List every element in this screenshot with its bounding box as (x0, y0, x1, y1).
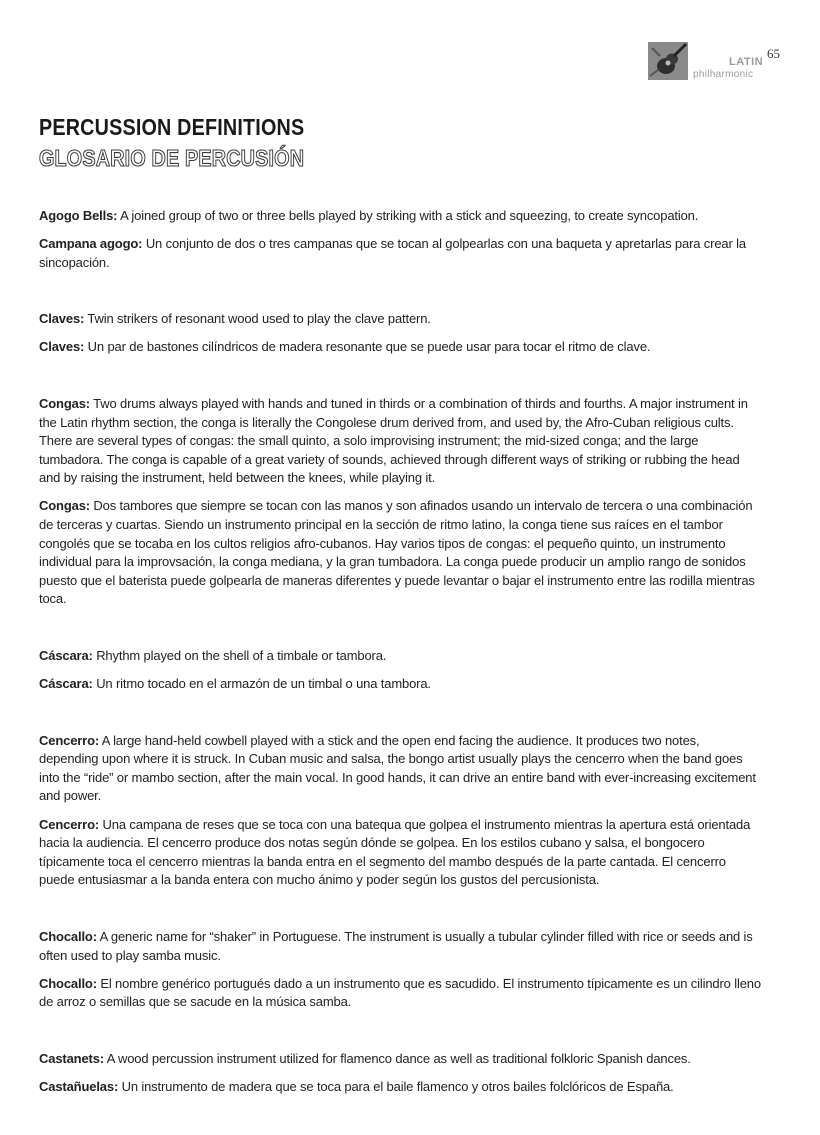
definition-spanish (39, 235, 761, 272)
term-spanish: Chocallo: (39, 975, 97, 991)
page-number: 65 (767, 46, 780, 61)
definition-entry (39, 647, 761, 694)
definition-entry (39, 310, 761, 357)
term-english: Congas: (39, 395, 90, 411)
latin-philharmonic-logo (645, 40, 765, 84)
definition-entry (39, 1050, 761, 1097)
definition-english (39, 207, 761, 226)
definition-entry (39, 928, 761, 1012)
guitar-logo-icon (648, 42, 688, 80)
definition-text-english: Twin strikers of resonant wood used to play the clave pattern. (84, 311, 431, 327)
definition-text-english: A generic name for “shaker” in Portuguese. The instrument is usually a tubular cylinder filled with rice or seeds and is often used to play samba music. (39, 928, 753, 963)
definition-spanish (39, 675, 761, 694)
definition-text-spanish: Un conjunto de dos o tres campanas que se tocan al golpearlas con una baqueta y apretarlas para crear la sincopación. (39, 236, 746, 270)
definition-text-spanish: Un par de bastones cilíndricos de madera resonante que se puede usar para tocar el ritmo de clave. (84, 339, 651, 355)
definition-text-english: A large hand-held cowbell played with a stick and the open end facing the audience. It produces two notes, depending upon where it is struck. In Cuban music and salsa, the bongo artist usually plays the cencerro when the band goes into the “ride” or mambo section, after the main vocal. In good hands, it can drive an entire band with ever-increasing excitement and power. (39, 732, 756, 804)
definition-text-english: A wood percussion instrument utilized for flamenco dance as well as traditional folkloric Spanish dances. (103, 1050, 691, 1066)
definition-spanish (39, 497, 761, 609)
title-spanish: GLOSARIO DE PERCUSIÓN (39, 145, 305, 171)
definition-entry (39, 395, 761, 609)
definition-spanish (39, 975, 761, 1012)
definition-text-spanish: El nombre genérico portugués dado a un instrumento que es sacudido. El instrumento típicamente es un cilindro lleno de arroz o semillas que se sacude en la música samba. (39, 975, 761, 1010)
term-spanish: Cencerro: (39, 816, 100, 832)
definition-text-spanish: Un instrumento de madera que se toca para el baile flamenco y otros bailes folclóricos de España. (118, 1078, 674, 1094)
term-spanish: Claves: (39, 339, 85, 355)
definition-spanish (39, 338, 761, 357)
definition-english (39, 395, 761, 488)
logo-word-latin: LATIN (729, 56, 764, 68)
definition-spanish (39, 816, 761, 890)
term-english: Claves: (39, 311, 85, 327)
logo-word-philharmonic: philharmonic (693, 69, 754, 80)
definition-entry (39, 732, 761, 890)
definition-text-english: Rhythm played on the shell of a timbale or tambora. (92, 648, 387, 663)
term-spanish: Cáscara: (39, 676, 93, 692)
definition-text-spanish: Una campana de reses que se toca con una batequa que golpea el instrumento mientras la apertura está orientada hacia la audiencia. El cencerro produce dos notas según dónde se golpea. En los estilos cubano y salsa, el bongocero típicamente toca el cencerro mientras la banda entra en el segmento del mambo después de la parte cantada. El cencerro puede entusiasmar a la banda entera con mucho ánimo y poder según los gustos del percusionista. (39, 816, 751, 888)
definition-english (39, 647, 761, 666)
definition-english (39, 732, 761, 806)
definition-text-spanish: Un ritmo tocado en el armazón de un timbal o una tambora. (92, 676, 431, 692)
definition-text-english: A joined group of two or three bells played by striking with a stick and squeezing, to create syncopation. (117, 208, 699, 223)
term-english: Cencerro: (39, 732, 100, 748)
definition-english (39, 928, 761, 965)
definition-text-spanish: Dos tambores que siempre se tocan con las manos y son afinados usando un intervalo de tercera o una combinación de terceras y cuartas. Siendo un instrumento principal en la sección de ritmo latino, la conga tiene sus raíces en el tambor congolés que se tocaba en los cultos religios afro-cubanos. Hay varios tipos de congas: el pequeño quinto, un instrumento individual para la improvsación, la conga mediana, y la gran tumbadora. La conga puede producir un amplio rango de sonidos puesto que el baterista puede golpearla de maneras diferentes y puede levantar o bajar el instrumento entre las rodilla mientras toca. (39, 498, 755, 607)
term-spanish: Campana agogo: (39, 236, 143, 252)
term-spanish: Castañuelas: (39, 1078, 119, 1094)
definition-english (39, 1050, 761, 1069)
definition-text-english: Two drums always played with hands and tuned in thirds or a combination of thirds and fourths. A major instrument in the Latin rhythm section, the conga is literally the Congolese drum derived from, and used by, the Afro-Cuban religious cults. There are several types of congas: the small quinto, a solo improvising instrument; the mid-sized conga; and the large tumbadora. The conga is capable of a great variety of sounds, achieved through different ways of striking or rubbing the head and by raising the instrument, held between the knees, while playing it. (39, 395, 748, 486)
term-english: Agogo Bells: (39, 208, 118, 223)
definition-spanish (39, 1078, 761, 1097)
term-english: Castanets: (39, 1050, 104, 1066)
definition-entry (39, 207, 761, 272)
term-english: Cáscara: (39, 648, 93, 663)
title-english: PERCUSSION DEFINITIONS (39, 114, 305, 140)
definitions-list (39, 207, 761, 1135)
term-spanish: Congas: (39, 498, 90, 514)
definition-english (39, 310, 761, 329)
term-english: Chocallo: (39, 928, 97, 944)
